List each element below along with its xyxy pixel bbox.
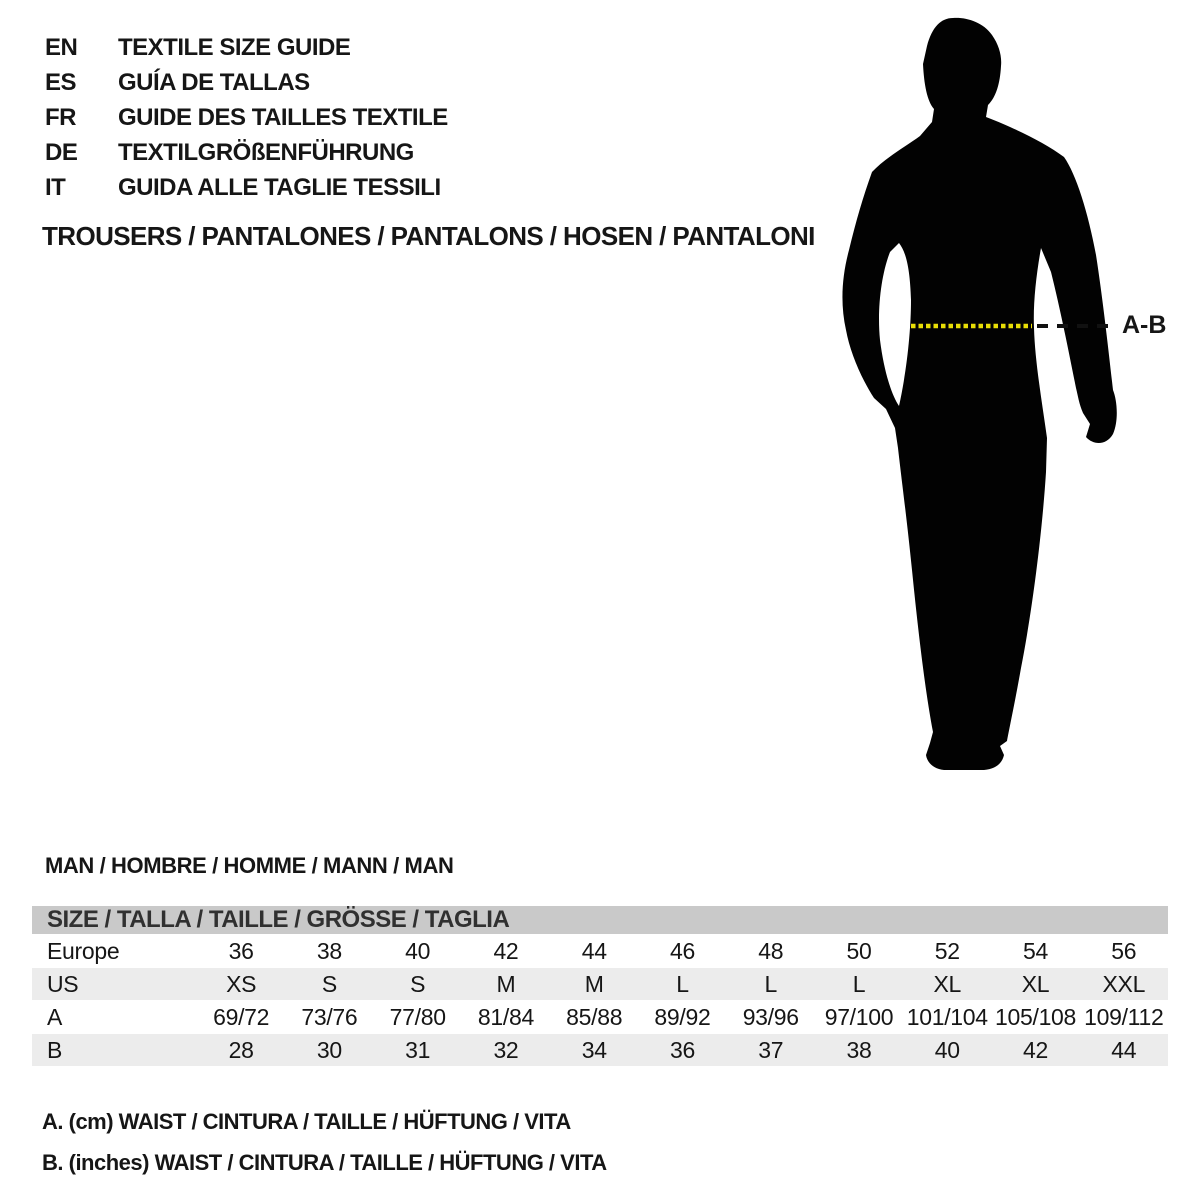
size-cell: 85/88 bbox=[566, 1004, 623, 1030]
size-cell: 36 bbox=[228, 938, 254, 964]
size-cell: 44 bbox=[581, 938, 607, 964]
size-table bbox=[32, 906, 1168, 1067]
language-code: DE bbox=[45, 139, 78, 166]
size-cell: 56 bbox=[1111, 938, 1137, 964]
size-cell: L bbox=[764, 971, 777, 997]
size-cell: 69/72 bbox=[213, 1004, 270, 1030]
guide-title: GUIDE DES TAILLES TEXTILE bbox=[118, 104, 448, 131]
footnote-a: A. (cm) WAIST / CINTURA / TAILLE / HÜFTUNG / VITA bbox=[42, 1109, 571, 1134]
size-cell: 38 bbox=[846, 1037, 872, 1063]
size-cell: S bbox=[410, 971, 426, 997]
size-cell: 42 bbox=[1023, 1037, 1049, 1063]
size-cell: XL bbox=[933, 971, 962, 997]
language-code: ES bbox=[45, 69, 77, 96]
size-cell: 40 bbox=[405, 938, 431, 964]
size-cell: M bbox=[584, 971, 604, 997]
size-cell: S bbox=[321, 971, 337, 997]
size-cell: 101/104 bbox=[906, 1004, 988, 1030]
row-label: Europe bbox=[47, 938, 120, 964]
row-label: B bbox=[47, 1037, 63, 1063]
size-cell: XL bbox=[1021, 971, 1050, 997]
size-cell: 109/112 bbox=[1084, 1004, 1164, 1030]
table-row-a-cm bbox=[32, 1001, 1168, 1033]
size-cell: 42 bbox=[493, 938, 519, 964]
size-cell: 44 bbox=[1111, 1037, 1137, 1063]
size-cell: 54 bbox=[1023, 938, 1049, 964]
size-cell: L bbox=[852, 971, 866, 997]
size-cell: 73/76 bbox=[301, 1004, 358, 1030]
size-cell: 37 bbox=[758, 1037, 784, 1063]
size-cell: 36 bbox=[669, 1037, 695, 1063]
guide-title: TEXTILE SIZE GUIDE bbox=[118, 34, 351, 61]
table-row-us bbox=[32, 968, 1168, 1000]
size-cell: 30 bbox=[316, 1037, 342, 1063]
size-cell: 52 bbox=[934, 938, 960, 964]
waist-measure-label: A-B bbox=[1122, 311, 1167, 339]
size-cell: L bbox=[676, 971, 689, 997]
size-cell: 81/84 bbox=[477, 1004, 534, 1030]
size-cell: M bbox=[496, 971, 516, 997]
size-cell: 89/92 bbox=[654, 1004, 711, 1030]
size-cell: 31 bbox=[405, 1037, 431, 1063]
language-code: IT bbox=[45, 174, 66, 201]
size-cell: 32 bbox=[493, 1037, 519, 1063]
product-heading: TROUSERS / PANTALONES / PANTALONS / HOSEN / PANTALONI bbox=[42, 221, 815, 251]
table-row-b-inches bbox=[32, 1034, 1168, 1066]
size-cell: 34 bbox=[581, 1037, 607, 1063]
size-cell: XS bbox=[226, 971, 257, 997]
guide-title: GUIDA ALLE TAGLIE TESSILI bbox=[118, 174, 441, 201]
size-cell: 93/96 bbox=[742, 1004, 799, 1030]
size-cell: 40 bbox=[934, 1037, 960, 1063]
table-row-europe bbox=[32, 935, 1168, 967]
guide-title: TEXTILGRÖßENFÜHRUNG bbox=[118, 139, 414, 166]
measurement-footnotes bbox=[42, 1101, 607, 1183]
size-cell: 46 bbox=[669, 938, 695, 964]
footnote-b: B. (inches) WAIST / CINTURA / TAILLE / HÜFTUNG / VITA bbox=[42, 1150, 607, 1175]
guide-title: GUÍA DE TALLAS bbox=[118, 69, 310, 96]
size-cell: 97/100 bbox=[824, 1004, 894, 1030]
size-cell: 50 bbox=[846, 938, 872, 964]
size-cell: 28 bbox=[228, 1037, 254, 1063]
size-cell: 48 bbox=[758, 938, 784, 964]
size-cell: 38 bbox=[316, 938, 342, 964]
size-table-header: SIZE / TALLA / TAILLE / GRÖSSE / TAGLIA bbox=[32, 906, 1168, 934]
row-label: US bbox=[47, 971, 79, 997]
language-code: EN bbox=[45, 34, 78, 61]
table-section-title: MAN / HOMBRE / HOMME / MANN / MAN bbox=[45, 853, 454, 878]
size-cell: XXL bbox=[1102, 971, 1146, 997]
row-label: A bbox=[47, 1004, 63, 1030]
size-cell: 105/108 bbox=[995, 1004, 1077, 1030]
language-code: FR bbox=[45, 104, 76, 131]
size-cell: 77/80 bbox=[389, 1004, 446, 1030]
man-silhouette bbox=[842, 18, 1116, 770]
